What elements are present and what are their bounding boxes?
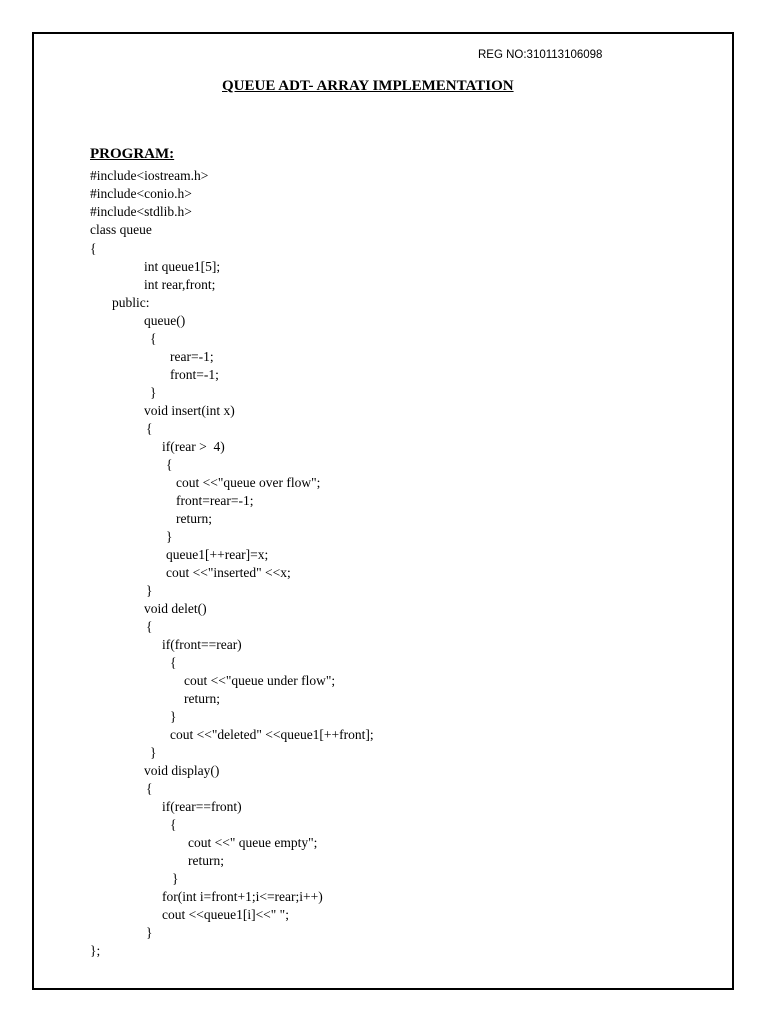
code-line: { bbox=[146, 619, 153, 634]
code-line: queue() bbox=[144, 313, 186, 328]
code-line: { bbox=[146, 781, 153, 796]
code-line: { bbox=[170, 817, 177, 832]
code-line: } bbox=[150, 385, 157, 400]
reg-number: REG NO:310113106098 bbox=[478, 49, 603, 61]
code-line: }; bbox=[90, 943, 101, 958]
code-line: return; bbox=[176, 511, 212, 526]
code-line: return; bbox=[188, 853, 224, 868]
code-line: { bbox=[166, 457, 173, 472]
code-line: for(int i=front+1;i<=rear;i++) bbox=[162, 889, 323, 904]
program-heading: PROGRAM: bbox=[90, 146, 175, 162]
code-line: #include<conio.h> bbox=[90, 186, 192, 201]
code-line: void insert(int x) bbox=[144, 403, 235, 418]
code-line: queue1[++rear]=x; bbox=[166, 547, 269, 562]
code-line: int queue1[5]; bbox=[144, 259, 221, 274]
code-line: void display() bbox=[144, 763, 220, 778]
code-line: class queue bbox=[90, 222, 152, 237]
code-line: } bbox=[170, 709, 177, 724]
code-line: } bbox=[150, 745, 157, 760]
code-line: return; bbox=[184, 691, 220, 706]
code-line: cout <<"deleted" <<queue1[++front]; bbox=[170, 727, 374, 742]
code-line: } bbox=[166, 529, 173, 544]
code-line: int rear,front; bbox=[144, 277, 216, 292]
code-line: public: bbox=[112, 295, 150, 310]
code-line: { bbox=[90, 241, 97, 256]
code-line: cout <<queue1[i]<<" "; bbox=[162, 907, 289, 922]
code-line: cout <<"inserted" <<x; bbox=[166, 565, 291, 580]
code-line: rear=-1; bbox=[170, 349, 214, 364]
code-line: if(rear > 4) bbox=[162, 439, 225, 454]
code-line: } bbox=[146, 583, 153, 598]
code-line: #include<stdlib.h> bbox=[90, 204, 192, 219]
code-line: } bbox=[172, 871, 179, 886]
code-line: } bbox=[146, 925, 153, 940]
code-line: cout <<"queue under flow"; bbox=[184, 673, 336, 688]
code-line: cout <<" queue empty"; bbox=[188, 835, 318, 850]
code-line: { bbox=[150, 331, 157, 346]
code-line: front=rear=-1; bbox=[176, 493, 254, 508]
document-title: QUEUE ADT- ARRAY IMPLEMENTATION bbox=[222, 78, 514, 94]
code-line: #include<iostream.h> bbox=[90, 168, 209, 183]
code-line: cout <<"queue over flow"; bbox=[176, 475, 321, 490]
code-line: if(front==rear) bbox=[162, 637, 242, 652]
code-line: front=-1; bbox=[170, 367, 219, 382]
code-line: if(rear==front) bbox=[162, 799, 242, 814]
code-line: { bbox=[170, 655, 177, 670]
code-line: void delet() bbox=[144, 601, 207, 616]
code-line: { bbox=[146, 421, 153, 436]
